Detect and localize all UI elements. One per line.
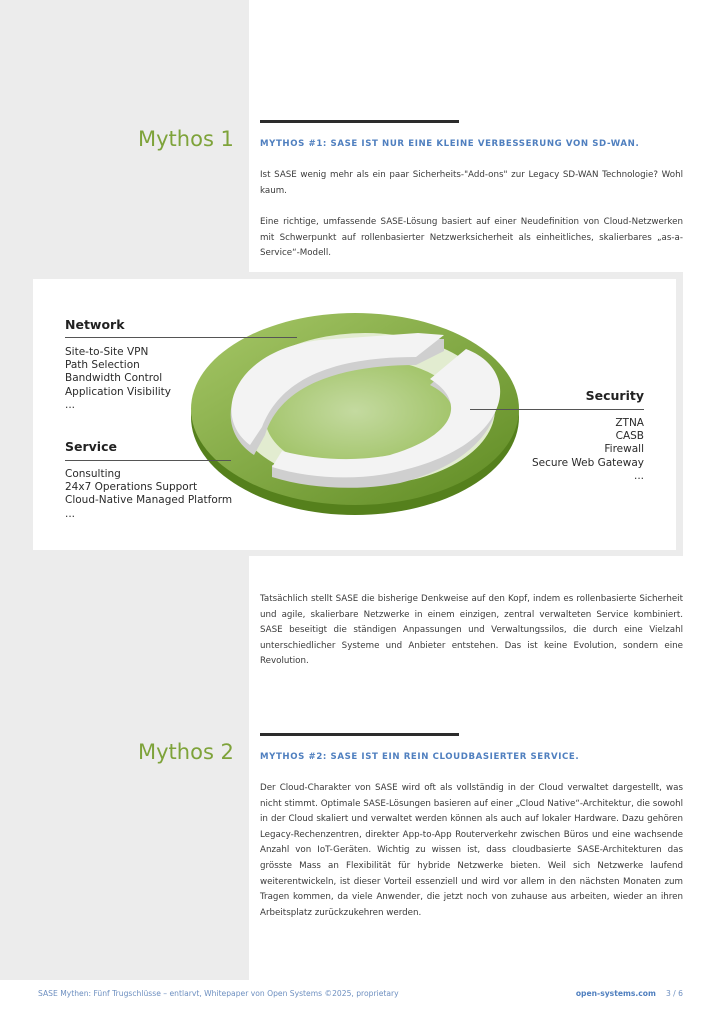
service-list (65, 468, 232, 521)
network-item: Application Visibility (65, 385, 172, 398)
network-item: Site-to-Site VPN (65, 346, 149, 358)
footer-site-link[interactable]: open-systems.com (575, 989, 656, 998)
myth2-heading: Mythos 2 (138, 740, 234, 764)
security-item: Secure Web Gateway (531, 456, 644, 469)
service-item: Consulting (65, 468, 121, 480)
security-list (532, 417, 644, 483)
network-leader-line (65, 337, 297, 338)
network-item: Bandwidth Control (65, 372, 163, 385)
myth1-heading: Mythos 1 (138, 127, 234, 151)
security-item: ... (633, 469, 644, 482)
myth1-rule (260, 120, 459, 123)
footer-right (576, 989, 683, 998)
myth1-paragraph-1: Ist SASE wenig mehr als ein paar Sicherheits-"Add-ons" zur Legacy SD-WAN Technologie? Wohl kaum. (260, 170, 683, 196)
page-number: 3 / 6 (665, 989, 683, 998)
service-title: Service (65, 439, 117, 454)
service-item: 24x7 Operations Support (65, 481, 198, 494)
service-item: ... (65, 507, 76, 520)
security-item: CASB (615, 430, 644, 443)
security-leader-line (470, 409, 644, 410)
middle-paragraph: Tatsächlich stellt SASE die bisherige Denkweise auf den Kopf, indem es rollenbasierte Sicherheit und agile, skalierbare Netzwerke in einem einzigen, zentral verwalteten Service kombiniert. SASE beseitigt die ständigen Anpassungen und Verwaltungssilos, die durch eine Vielzahl unterschiedlicher Systeme und Anbieter entstehen. Das ist keine Evolution, sondern eine Revolution. (260, 594, 683, 667)
security-item: ZTNA (615, 417, 644, 429)
network-item: ... (65, 398, 76, 411)
network-title: Network (65, 317, 125, 332)
security-item: Firewall (604, 443, 644, 456)
myth2-paragraph: Der Cloud-Charakter von SASE wird oft als vollständig in der Cloud verwaltet dargestellt, was nicht stimmt. Optimale SASE-Lösungen basieren auf einer „Cloud Native“-Architektur, die sowohl in der Cloud skaliert und verwaltet werden können als auch auf lokaler Hardware. Dazu gehören Legacy-Rechenzentren, direkter App-to-App Routerverkehr zwischen Büros und eine wachsende Anzahl von IoT-Geräten. Wichtig zu wissen ist, dass cloudbasierte SASE-Architekturen das grösste Mass an Flexibilität für hybride Netzwerke bieten. Weil sich Netzwerke laufend weiterentwickeln, ist dieser Vorteil essenziell und wird vor allem in den nächsten Monaten zum Tragen kommen, da viele Anwender, die jetzt noch von zuhause aus arbeiten, wieder an ihren Arbeitsplatz zurückzukehren werden. (260, 783, 683, 918)
myth1-title: MYTHOS #1: SASE IST NUR EINE KLEINE VERBESSERUNG VON SD-WAN. (260, 139, 640, 149)
service-leader-line (65, 460, 231, 461)
network-item: Path Selection (65, 359, 140, 372)
network-list (65, 346, 171, 412)
myth2-rule (260, 733, 459, 736)
myth1-paragraph-2: Eine richtige, umfassende SASE-Lösung basiert auf einer Neudefinition von Cloud-Netzwerken mit Schwerpunkt auf rollenbasierter Netzwerksicherheit als einheitliches, skalierbares „as-a-Service“-Modell. (260, 217, 683, 259)
myth2-title: MYTHOS #2: SASE IST EIN REIN CLOUDBASIERTER SERVICE. (260, 752, 580, 762)
security-title: Security (585, 388, 644, 403)
service-item: Cloud-Native Managed Platform (65, 494, 233, 507)
footer-citation: SASE Mythen: Fünf Trugschlüsse – entlarvt, Whitepaper von Open Systems ©2025, proprietary (38, 989, 399, 998)
